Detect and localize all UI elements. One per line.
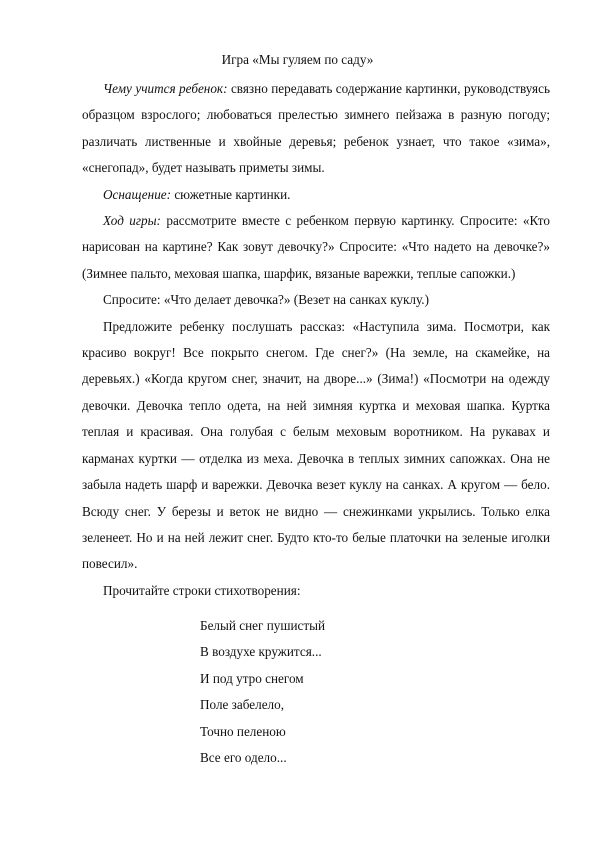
- poem-line: Поле забелело,: [200, 697, 285, 713]
- paragraph-poem-intro: Прочитайте строки стихотворения:: [103, 582, 301, 598]
- paragraph-ask: Спросите: «Что делает девочка?» (Везет на санках куклу.): [103, 292, 429, 308]
- paragraph-equipment: [82, 182, 550, 208]
- poem-line: И под утро снегом: [200, 670, 304, 686]
- paragraph-story: Предложите ребенку послушать рассказ: «Наступила зима. Посмотри, как красиво вокруг! Все покрыто снегом. Где снег?» (На земле, на скамейке, на деревьях.) «Когда кругом снег, значит, на дворе...» (Зима!) «Посмотри на одежду девочки. Девочка тепло одета, на ней зимняя куртка и меховая шапка. Куртка теплая и красивая. Она голубая с белым меховым воротником. На рукавах и карманах куртки — отделка из меха. Девочка в теплых зимних сапожках. Она не забыла надеть шарф и варежки. Девочка везет куклу на санках. А кругом — бело. Всюду снег. У березы и веток не видно — снежинками укрылись. Только елка зеленеет. Но и на ней лежит снег. Будто кто-то белые платочки на зеленые иголки повесил».: [82, 318, 550, 572]
- poem-line: Точно пеленою: [200, 723, 286, 739]
- equipment-text: сюжетные картинки.: [171, 186, 291, 202]
- poem-block: [200, 613, 500, 771]
- poem-line: Белый снег пушистый: [200, 618, 326, 633]
- paragraph-learns: [82, 76, 550, 182]
- course-text: рассмотрите вместе с ребенком первую картинку. Спросите: «Кто нарисован на картине? Как зовут девочку?» Спросите: «Что надето на девочке?» (Зимнее пальто, меховая шапка, шарфик, вязаные варежки, теплые сапожки.): [82, 213, 550, 281]
- document-body: [82, 76, 550, 604]
- document-title: Игра «Мы гуляем по саду»: [221, 52, 374, 67]
- paragraph-course: [82, 208, 550, 287]
- course-label: Ход игры:: [103, 213, 161, 229]
- equipment-label: Оснащение:: [103, 186, 172, 202]
- poem-line: Все его одело...: [200, 750, 287, 766]
- poem-line: В воздухе кружится...: [200, 644, 322, 660]
- learns-label: Чему учится ребенок:: [103, 81, 228, 96]
- learns-text: связно передавать содержание картинки, руководствуясь образцом взрослого; любоваться прелестью зимнего пейзажа в разную погоду; различать лиственные и хвойные деревья; ребенок узнает, что такое «зима», «снегопад», будет называть приметы зимы.: [82, 81, 550, 176]
